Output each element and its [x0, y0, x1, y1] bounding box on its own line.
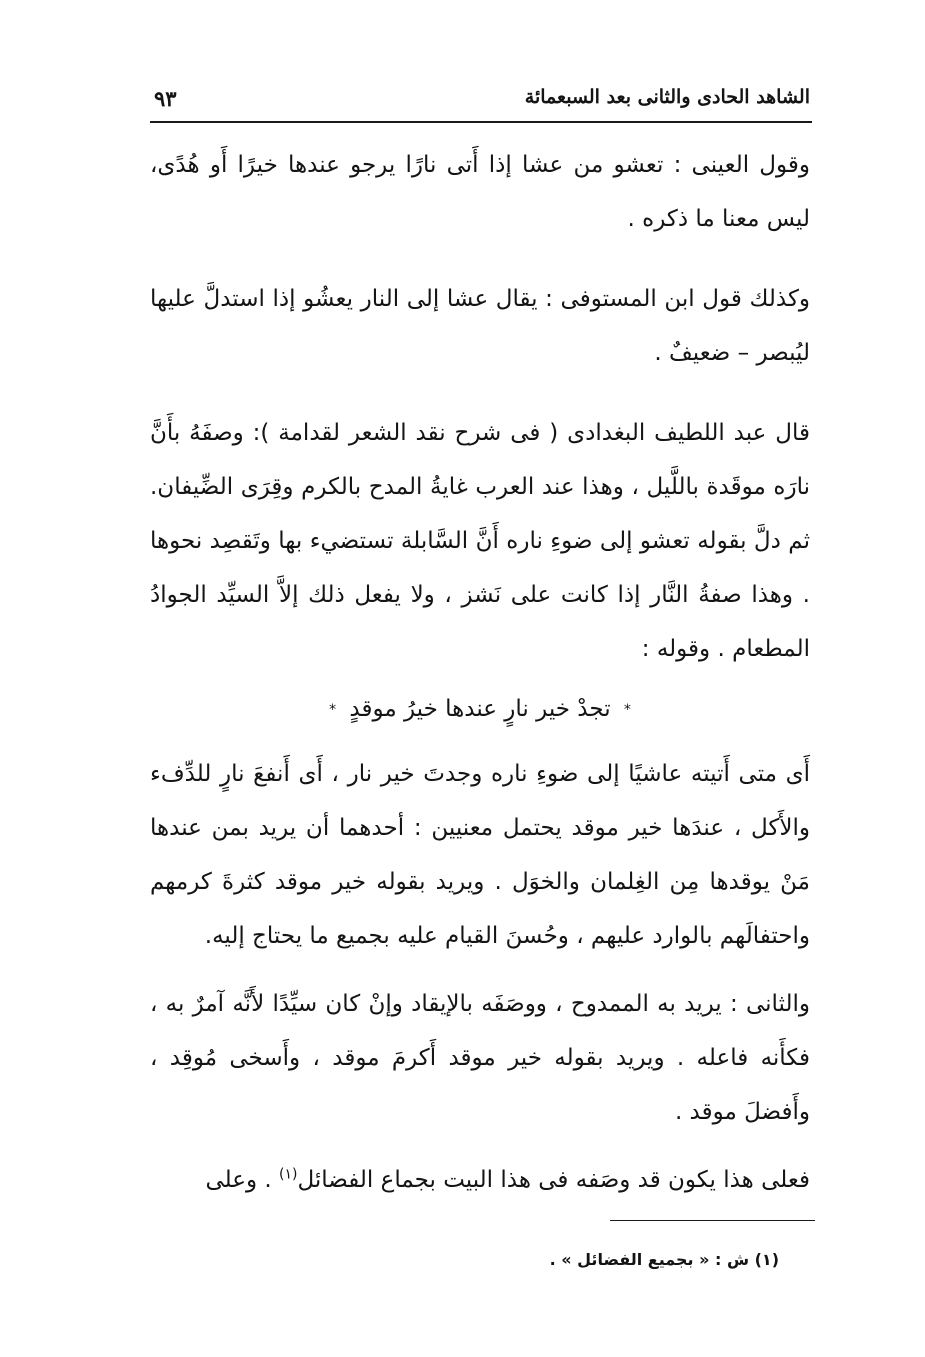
main-text — [150, 138, 810, 1207]
paragraph-6-start: فعلى هذا يكون قد وصَفه فى هذا البيت بجماع الفضائل — [297, 1166, 810, 1193]
verse-star-left: * — [329, 701, 337, 718]
paragraph-6-end: . وعلى — [205, 1166, 280, 1193]
paragraph-5: والثانى : يريد به الممدوح ، ووصَفَه بالإيقاد وإنْ كان سيِّدًا لأَنَّه آمرٌ به ، فكأَنه فاعله . ويريد بقوله خير موقد أَكرمَ موقد ، وأَسخى مُوقِد ، وأَفضلَ موقد . — [150, 990, 810, 1125]
page-number: ٩٣ — [154, 86, 177, 111]
page-header — [150, 80, 810, 120]
footnote: (١) ش : « بجميع الفضائل » . — [549, 1250, 779, 1269]
header-divider — [150, 121, 812, 123]
footnote-reference: (١) — [279, 1165, 298, 1182]
paragraph-6 — [150, 1153, 810, 1207]
footnote-divider — [610, 1220, 815, 1221]
paragraph-2: وكذلك قول ابن المستوفى : يقال عشا إلى النار يعشُو إذا استدلَّ عليها ليُبصر – ضعيفٌ . — [150, 286, 810, 366]
poetry-verse — [150, 682, 810, 737]
verse-text: تجدْ خير نارٍ عندها خيرُ موقدٍ — [349, 696, 611, 722]
paragraph-4: أَى متى أَتيته عاشيًا إلى ضوءِ ناره وجدتَ خير نار ، أَى أَنفعَ نارٍ للدِّفء والأَكل ، عندَها خير موقد يحتمل معنيين : أحدهما أن يريد بمن عندها مَنْ يوقدها مِن الغِلمان والخوَل . ويريد بقوله خير موقد كثرةَ كرمهم واحتفالَهم بالوارد عليهم ، وحُسنَ القيام عليه بجميع ما يحتاج إليه. — [150, 760, 810, 949]
verse-star-right: * — [623, 701, 631, 718]
running-title: الشاهد الحادى والثانى بعد السبعمائة — [524, 86, 810, 108]
paragraph-3: قال عبد اللطيف البغدادى ( فى شرح نقد الشعر لقدامة ): وصفَهُ بأَنَّ نارَه موقَدة باللَّيل ، وهذا عند العرب غايةُ المدح بالكرم وقِرَى الضِّيفان. ثم دلَّ بقوله تعشو إلى ضوءِ ناره أَنَّ السَّابلة تستضيء بها وتَقصِد نحوها . وهذا صفةُ النَّار إذا كانت على نَشز ، ولا يفعل ذلك إلاَّ السيِّد الجوادُ المطعام . وقوله : — [150, 420, 810, 662]
paragraph-1: وقول العينى : تعشو من عشا إذا أَتى نارًا يرجو عندها خيرًا أَو هُدًى، ليس معنا ما ذكره . — [150, 152, 810, 232]
